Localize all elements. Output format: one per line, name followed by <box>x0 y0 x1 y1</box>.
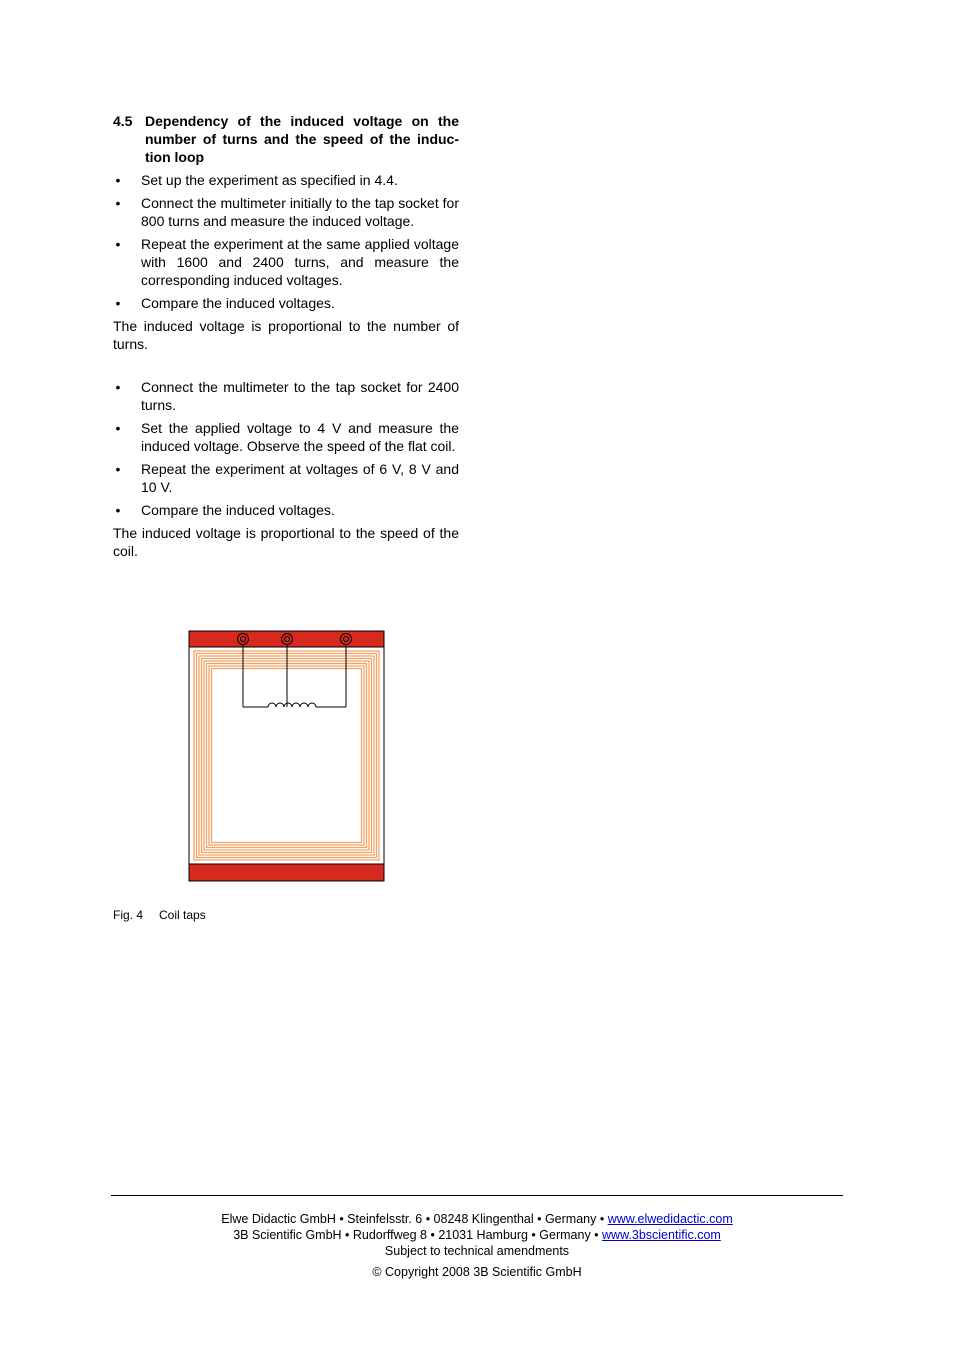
figure-caption-text: Coil taps <box>159 908 206 922</box>
instruction-list-1 <box>113 171 459 312</box>
tap-socket-inner <box>285 637 290 642</box>
list-item: • Set up the experiment as specified in 4.4. <box>113 171 459 189</box>
figure-label: Fig. 4 <box>113 908 144 922</box>
instruction-list-2 <box>113 378 459 519</box>
text-column <box>113 112 459 565</box>
tap-socket-inner <box>241 637 246 642</box>
footer <box>111 1211 843 1280</box>
footer-copyright: © Copyright 2008 3B Scientific GmbH <box>372 1265 582 1279</box>
tap-socket-inner <box>344 637 349 642</box>
bullet-icon: • <box>115 172 121 188</box>
bullet-icon: • <box>115 420 121 436</box>
conclusion-speed: The induced voltage is proportional to the speed of the coil. <box>113 525 459 559</box>
bullet-icon: • <box>115 295 121 311</box>
list-item: • Connect the multimeter to the tap socket for 2400 turns. <box>113 378 459 414</box>
footer-amendments: Subject to technical amendments <box>384 1244 570 1258</box>
list-item: • Compare the induced voltages. <box>113 501 459 519</box>
bullet-icon: • <box>115 379 121 395</box>
bullet-icon: • <box>115 502 121 518</box>
section-heading <box>113 112 459 166</box>
list-item: • Compare the induced voltages. <box>113 294 459 312</box>
footer-line-elwe: Elwe Didactic GmbH • Steinfelsstr. 6 • 08248 Klingenthal • Germany • www.elwedidactic.com <box>221 1212 733 1226</box>
list-item: • Repeat the experiment at voltages of 6 V, 8 V and 10 V. <box>113 460 459 496</box>
list-item: • Repeat the experiment at the same applied voltage with 1600 and 2400 turns, and measure the corresponding induced voltages. <box>113 235 459 289</box>
conclusion-turns: The induced voltage is proportional to the number of turns. <box>113 318 459 352</box>
bullet-icon: • <box>115 236 121 252</box>
bottom-frame-bar <box>189 864 384 881</box>
section-title: Dependency of the induced voltage on the number of turns and the speed of the induc-tion loop <box>145 113 459 165</box>
bullet-icon: • <box>115 461 121 477</box>
list-item: • Connect the multimeter initially to the tap socket for 800 turns and measure the induced voltage. <box>113 194 459 230</box>
list-item: • Set the applied voltage to 4 V and measure the induced voltage. Observe the speed of the flat coil. <box>113 419 459 455</box>
bullet-icon: • <box>115 195 121 211</box>
footer-line-3b: 3B Scientific GmbH • Rudorffweg 8 • 21031 Hamburg • Germany • www.3bscientific.com <box>233 1228 721 1242</box>
3b-link[interactable]: www.3bscientific.com <box>602 1228 721 1242</box>
footer-divider <box>111 1195 843 1196</box>
section-number: 4.5 <box>113 113 133 129</box>
coil-taps-figure <box>188 630 385 882</box>
figure-caption <box>113 907 206 923</box>
elwe-link[interactable]: www.elwedidactic.com <box>607 1212 733 1226</box>
coil-diagram <box>188 630 385 882</box>
